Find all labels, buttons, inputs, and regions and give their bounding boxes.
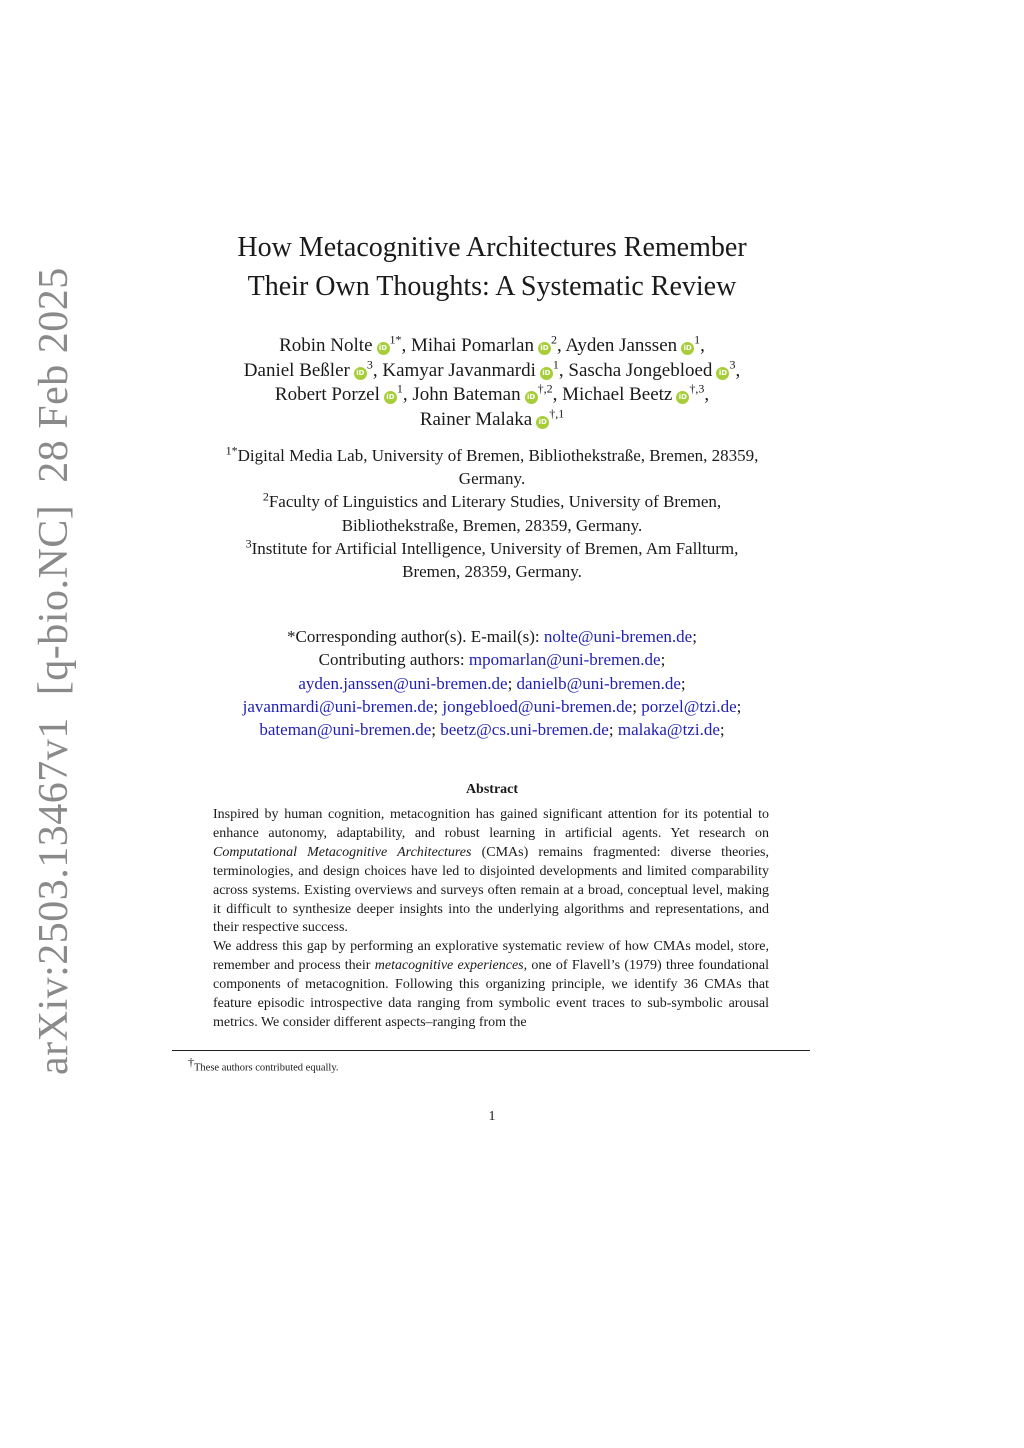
affiliation-mark: 1*: [225, 443, 238, 458]
affiliation-continuation: Bremen, 28359, Germany.: [402, 562, 582, 582]
title-line: Their Own Thoughts: A Systematic Review: [247, 271, 737, 302]
arxiv-id: arXiv:2503.13467v1: [31, 717, 77, 1075]
footnote-mark: †: [188, 1055, 194, 1069]
author: Ayden Janssen $iD^1$,: [565, 332, 705, 356]
abstract-heading: Abstract: [465, 782, 519, 797]
author: Sascha Jongebloed $iD^3$,: [568, 357, 741, 381]
author: Mihai Pomarlan $iD^2$,: [411, 332, 562, 356]
author-line: [180, 359, 804, 384]
email-link[interactable]: mpomarlan@uni-bremen.de: [468, 650, 661, 670]
affiliation-mark: 3: [366, 357, 373, 372]
email-link[interactable]: porzel@tzi.de: [641, 696, 737, 716]
paper-title: [180, 228, 804, 306]
author: Robin Nolte $iD^{1*}$,: [279, 332, 407, 356]
author-line: [180, 408, 804, 433]
email-line: bateman@uni-bremen.de; beetz@cs.uni-bremen.de; malaka@tzi.de;: [259, 720, 725, 740]
affiliation-mark: 3: [245, 536, 252, 551]
orcid-icon[interactable]: iD: [525, 391, 538, 404]
email-link[interactable]: bateman@uni-bremen.de: [259, 720, 432, 740]
email-line: ayden.janssen@uni-bremen.de; danielb@uni-bremen.de;: [298, 673, 686, 693]
orcid-icon[interactable]: iD: [716, 367, 729, 380]
orcid-icon[interactable]: iD: [536, 416, 549, 429]
orcid-icon[interactable]: iD: [377, 342, 390, 355]
email-link[interactable]: malaka@tzi.de: [617, 720, 720, 740]
email-link[interactable]: danielb@uni-bremen.de: [516, 673, 681, 693]
email-line: javanmardi@uni-bremen.de; jongebloed@uni-bremen.de; porzel@tzi.de;: [242, 696, 742, 716]
affiliation-continuation: Bibliothekstraße, Bremen, 28359, Germany.: [341, 515, 643, 535]
footnote-rule: [172, 1050, 810, 1051]
correspondence: [180, 625, 804, 741]
page-number: 1: [488, 1109, 496, 1124]
affiliation-continuation: Germany.: [458, 469, 526, 489]
affiliation-mark: 1: [396, 382, 403, 397]
affiliation-mark: 1: [694, 332, 701, 347]
affiliation-mark: †,1: [549, 406, 565, 421]
email-link[interactable]: ayden.janssen@uni-bremen.de: [298, 673, 508, 693]
author-list: [180, 334, 804, 433]
orcid-icon[interactable]: iD: [354, 367, 367, 380]
abstract-body: [213, 806, 769, 1033]
author: Rainer Malaka $iD^{\dagger,1}$: [419, 406, 565, 431]
affiliation-mark: †,2: [537, 382, 553, 397]
title-line: How Metacognitive Architectures Remember: [237, 232, 747, 263]
author: John Bateman $iD^{\dagger,2}$,: [412, 382, 558, 406]
abstract-paragraph: Inspired by human cognition, metacognition has gained significant attention for its potential to enhance autonomy, adaptability, and robust learning in artificial agents. Yet research on Computational Metacognitive Architectures (CMAs) remains fragmented: diverse theories, terminologies, and design choices have led to disjointed developments and limited comparability across systems. Existing overviews and surveys often remain at a broad, conceptual level, making it difficult to synthesize deeper insights into the underlying algorithms and representations, and their respective success.: [213, 807, 769, 936]
affiliation-mark: 3: [729, 357, 736, 372]
contributing-line: Contributing authors: mpomarlan@uni-bremen.de;: [318, 650, 666, 670]
arxiv-date: 28 Feb 2025: [31, 267, 77, 483]
author-line: [180, 383, 804, 408]
author: Michael Beetz $iD^{\dagger,3}$,: [562, 382, 710, 406]
arxiv-stamp: [30, 245, 78, 1075]
email-link[interactable]: nolte@uni-bremen.de: [543, 627, 693, 646]
email-link[interactable]: beetz@cs.uni-bremen.de: [440, 720, 609, 740]
author: Robert Porzel $iD^1$,: [274, 382, 408, 406]
affiliation: $^{1*}$Digital Media Lab, University of Bremen, Bibliothekstraße, Bremen, 28359,: [225, 443, 759, 465]
orcid-icon[interactable]: iD: [384, 391, 397, 404]
affiliation-mark: 2: [262, 489, 269, 504]
orcid-icon[interactable]: iD: [681, 342, 694, 355]
email-link[interactable]: javanmardi@uni-bremen.de: [242, 696, 434, 716]
email-link[interactable]: jongebloed@uni-bremen.de: [442, 696, 633, 716]
affiliation: $^3$Institute for Artificial Intelligence, University of Bremen, Am Fallturm,: [245, 536, 739, 558]
affiliations: [180, 444, 804, 583]
affiliation: $^2$Faculty of Linguistics and Literary Studies, University of Bremen,: [262, 489, 722, 512]
corresponding-line: *Corresponding author(s). E-mail(s): nolte@uni-bremen.de;: [287, 627, 697, 646]
arxiv-category: [q-bio.NC]: [31, 504, 77, 696]
affiliation-mark: 2: [550, 332, 557, 347]
affiliation-mark: 1: [552, 357, 559, 372]
orcid-icon[interactable]: iD: [538, 342, 551, 355]
affiliation-mark: 1*: [389, 332, 402, 347]
author: Kamyar Javanmardi $iD^1$,: [382, 357, 564, 381]
orcid-icon[interactable]: iD: [676, 391, 689, 404]
footnote: †These authors contributed equally.: [188, 1055, 339, 1074]
abstract-paragraph: We address this gap by performing an explorative systematic review of how CMAs model, store, remember and process their metacognitive experiences, one of Flavell’s (1979) three foundational components of metacognition. Following this organizing principle, we identify 36 CMAs that feature episodic introspective data ranging from symbolic event traces to sub-symbolic arousal metrics. We consider different aspects–ranging from the: [213, 939, 770, 1030]
affiliation-mark: †,3: [689, 382, 705, 397]
author-line: [180, 334, 804, 359]
author: Daniel Beßler $iD^3$,: [243, 357, 378, 381]
orcid-icon[interactable]: iD: [540, 367, 553, 380]
